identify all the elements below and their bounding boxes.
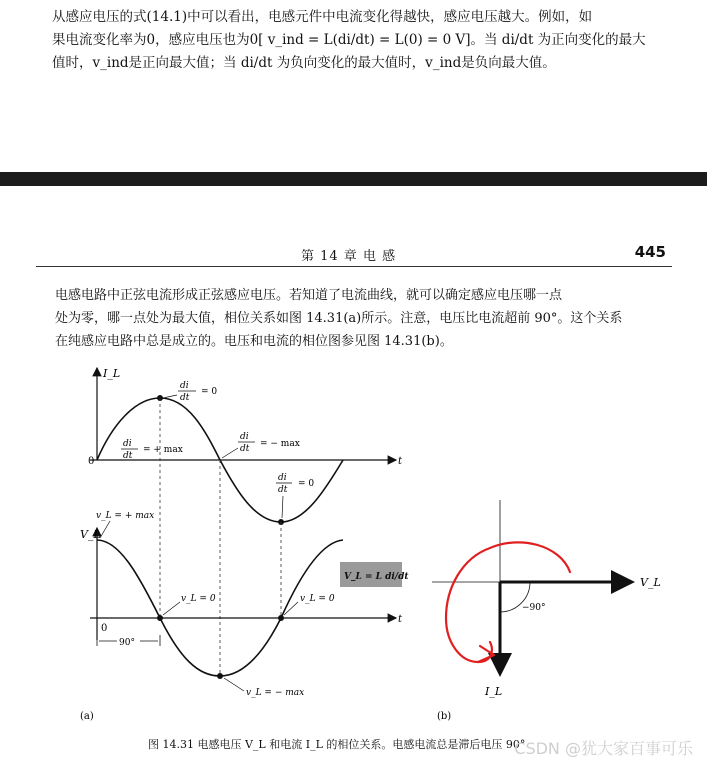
figure-caption: 图 14.31 电感电压 V_L 和电流 I_L 的相位关系。电感电流总是滞后电压 90°	[148, 738, 526, 751]
voltage-t-label: t	[398, 614, 403, 625]
intro-line-3: 值时，v_ind是正向最大值；当 di/dt 为负向变化的最大值时，v_ind是负向最大值。	[52, 55, 556, 71]
page-header	[36, 240, 672, 267]
vl-negmax-label: v_L = − max	[246, 688, 305, 698]
body-paragraph	[55, 284, 675, 353]
voltage-zero-label: 0	[101, 623, 108, 634]
body-line-1: 电感电路中正弦电流形成正弦感应电压。若知道了电流曲线，就可以确定感应电压哪一点	[55, 288, 563, 303]
panel-a-label: (a)	[80, 711, 94, 722]
pointer-vl-negmax	[224, 678, 244, 691]
formula-text: V_L = L di/dt	[344, 572, 409, 582]
intro-line-1: 从感应电压的式(14.1)中可以看出，电感元件中电流变化得越快，感应电压越大。例如，如	[52, 9, 593, 25]
phase-90-label: 90°	[119, 638, 135, 648]
voltage-axis-label: V_L	[80, 528, 101, 541]
vl-zero-label-1: v_L = 0	[181, 594, 216, 604]
intro-line-2: 果电流变化率为0，感应电压也为0[ v_ind = L(di/dt) = L(0) = 0 V]。当 di/dt 为正向变化的最大	[52, 32, 646, 48]
pointer-negmax	[222, 448, 238, 458]
annot-trough-eq0: = 0	[298, 479, 315, 489]
pointer-trough	[282, 496, 283, 518]
voltage-min-dot	[217, 673, 223, 679]
intro-paragraph	[52, 6, 682, 75]
red-handwritten-arc	[446, 542, 570, 662]
di-num-peak: di	[180, 381, 189, 391]
panel-b-label: (b)	[437, 711, 452, 722]
phasor-diagram	[432, 500, 661, 722]
di-num-trough: di	[278, 473, 287, 483]
voltage-cosine-curve	[97, 540, 343, 676]
body-line-2: 处为零，哪一点处为最大值，相位关系如图 14.31(a)所示。注意，电压比电流超前 90°。这个关系	[55, 311, 623, 326]
annot-negmax: = − max	[260, 439, 300, 449]
di-den-peak: dt	[180, 393, 190, 403]
figure-14-31	[0, 350, 707, 735]
voltage-zero-dot-2	[278, 615, 284, 621]
voltage-zero-dot-1	[157, 615, 163, 621]
angle-label: −90°	[522, 603, 546, 613]
current-plot	[88, 367, 403, 525]
current-axis-label: I_L	[103, 367, 121, 380]
di-den-trough: dt	[278, 485, 288, 495]
pointer-vl-posmax	[100, 521, 110, 538]
di-den-negmax: dt	[240, 444, 250, 454]
il-phasor-label: I_L	[485, 685, 503, 698]
vl-phasor-label: V_L	[640, 576, 661, 589]
body-line-3: 在纯感应电路中总是成立的。电压和电流的相位图参见图 14.31(b)。	[55, 334, 453, 349]
pointer-vl-zero-1	[163, 602, 180, 615]
page-number: 445	[634, 243, 666, 261]
voltage-plot	[80, 511, 409, 722]
chapter-title: 第 14 章 电 感	[301, 249, 397, 264]
di-num-negmax: di	[240, 432, 249, 442]
di-den-posmax: dt	[123, 451, 133, 461]
annot-peak-eq0: = 0	[201, 387, 218, 397]
pointer-peak	[163, 395, 177, 398]
vl-posmax-label: v_L = + max	[96, 511, 155, 521]
page-separator-band	[0, 172, 707, 186]
watermark: CSDN @犹大家百事可乐	[514, 739, 693, 758]
annot-posmax: = + max	[143, 445, 183, 455]
vl-zero-label-2: v_L = 0	[300, 594, 335, 604]
current-zero-label: 0	[88, 456, 95, 467]
current-t-label: t	[398, 456, 403, 467]
di-num-posmax: di	[123, 439, 132, 449]
